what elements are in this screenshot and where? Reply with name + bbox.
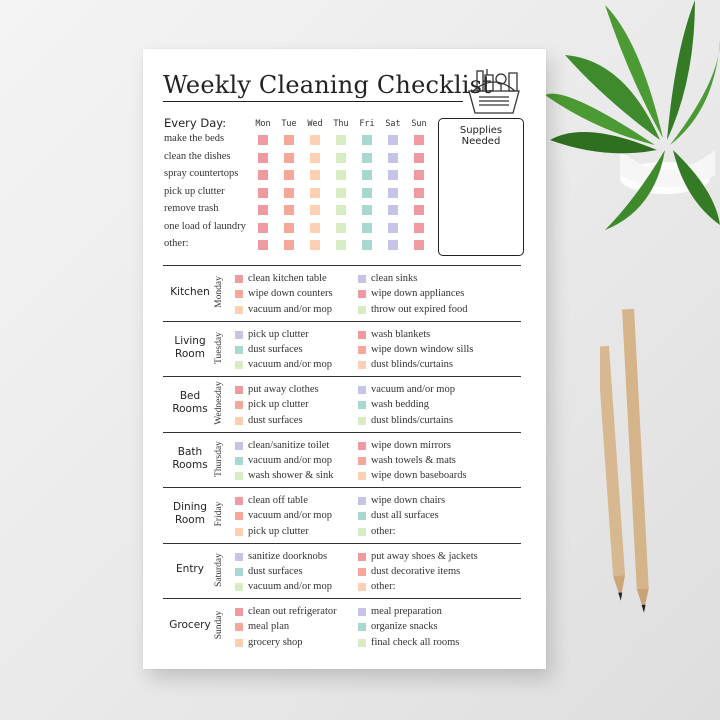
task-label: dust all surfaces xyxy=(371,510,439,522)
daily-task-label: make the beds xyxy=(164,133,225,144)
daily-checkbox[interactable] xyxy=(388,205,398,215)
daily-checkbox[interactable] xyxy=(388,188,398,198)
task-checkbox[interactable] xyxy=(358,512,366,520)
daily-checkbox[interactable] xyxy=(310,135,320,145)
daily-checkbox[interactable] xyxy=(414,135,424,145)
task-label: put away clothes xyxy=(248,384,319,395)
daily-checkbox[interactable] xyxy=(414,170,424,180)
checklist-sheet xyxy=(143,49,546,669)
daily-checkbox[interactable] xyxy=(284,188,294,198)
supplies-needed-label: Supplies Needed xyxy=(459,125,503,147)
task-label: meal plan xyxy=(248,621,290,633)
task-checkbox[interactable] xyxy=(235,623,243,631)
section-divider xyxy=(163,432,521,433)
task-label: grocery shop xyxy=(248,636,303,648)
task-checkbox[interactable] xyxy=(235,472,243,480)
section-divider xyxy=(163,321,521,322)
task-checkbox[interactable] xyxy=(358,306,366,314)
section-divider xyxy=(163,543,521,544)
task-checkbox[interactable] xyxy=(235,553,243,561)
daily-checkbox[interactable] xyxy=(284,153,294,163)
task-label: sanitize doorknobs xyxy=(248,550,328,562)
task-label: other: xyxy=(371,525,396,537)
daily-checkbox[interactable] xyxy=(388,135,398,145)
task-label: other: xyxy=(371,581,396,593)
daily-checkbox[interactable] xyxy=(284,223,294,233)
daily-checkbox[interactable] xyxy=(414,153,424,163)
task-label: meal preparation xyxy=(371,606,442,617)
task-label: wash shower & sink xyxy=(248,470,334,482)
room-name-bed-rooms: Bed Rooms xyxy=(172,390,208,415)
task-label: wipe down chairs xyxy=(371,495,446,506)
task-checkbox[interactable] xyxy=(235,457,243,465)
room-day-label: Thursday xyxy=(214,440,224,477)
task-checkbox[interactable] xyxy=(358,623,366,631)
room-day-label: Saturday xyxy=(214,552,224,587)
daily-checkbox[interactable] xyxy=(310,205,320,215)
task-checkbox[interactable] xyxy=(235,417,243,425)
task-checkbox[interactable] xyxy=(235,290,243,298)
daily-checkbox[interactable] xyxy=(414,240,424,250)
daily-task-label: clean the dishes xyxy=(164,151,231,162)
task-label: dust decorative items xyxy=(371,565,461,577)
task-label: vacuum and/or mop xyxy=(248,454,332,466)
task-label: wash blankets xyxy=(371,328,431,340)
task-label: dust blinds/curtains xyxy=(371,359,453,371)
task-label: organize snacks xyxy=(371,621,438,633)
task-label: vacuum and/or mop xyxy=(248,510,332,522)
task-label: pick up clutter xyxy=(248,328,309,340)
daily-checkbox[interactable] xyxy=(310,170,320,180)
day-header-sat: Sat xyxy=(385,119,401,129)
room-day-label: Sunday xyxy=(214,610,224,640)
daily-checkbox[interactable] xyxy=(362,170,372,180)
section-divider xyxy=(163,487,521,488)
potted-plant-decoration xyxy=(545,0,720,240)
task-label: dust surfaces xyxy=(248,343,303,355)
daily-checkbox[interactable] xyxy=(362,205,372,215)
daily-task-label: other: xyxy=(164,238,189,249)
cleaning-basket-icon xyxy=(463,65,525,117)
daily-checkbox[interactable] xyxy=(362,188,372,198)
room-name-living-room: Living Room xyxy=(174,334,206,360)
task-label: vacuum and/or mop xyxy=(248,303,332,315)
task-label: clean/sanitize toilet xyxy=(248,439,330,451)
task-checkbox[interactable] xyxy=(358,553,366,561)
daily-checkbox[interactable] xyxy=(362,223,372,233)
room-day-label: Monday xyxy=(214,276,224,308)
every-day-label: Every Day: xyxy=(164,116,227,130)
task-checkbox[interactable] xyxy=(235,386,243,394)
task-checkbox[interactable] xyxy=(358,290,366,298)
task-checkbox[interactable] xyxy=(358,346,366,354)
task-checkbox[interactable] xyxy=(358,639,366,647)
task-label: wipe down mirrors xyxy=(371,439,451,451)
task-label: wash bedding xyxy=(371,399,430,411)
task-checkbox[interactable] xyxy=(235,583,243,591)
day-header-sun: Sun xyxy=(411,119,427,129)
daily-checkbox[interactable] xyxy=(414,205,424,215)
task-checkbox[interactable] xyxy=(358,472,366,480)
task-checkbox[interactable] xyxy=(235,306,243,314)
daily-checkbox[interactable] xyxy=(258,188,268,198)
day-header-mon: Mon xyxy=(255,119,271,129)
task-checkbox[interactable] xyxy=(235,568,243,576)
daily-checkbox[interactable] xyxy=(388,223,398,233)
task-checkbox[interactable] xyxy=(358,442,366,450)
pencils-decoration xyxy=(600,300,680,620)
page-title: Weekly Cleaning Checklist xyxy=(163,71,492,99)
daily-checkbox[interactable] xyxy=(362,153,372,163)
task-checkbox[interactable] xyxy=(358,497,366,505)
daily-checkbox[interactable] xyxy=(388,240,398,250)
task-label: clean off table xyxy=(248,495,308,506)
daily-checkbox[interactable] xyxy=(310,223,320,233)
title-underline xyxy=(163,101,463,102)
daily-checkbox[interactable] xyxy=(284,135,294,145)
daily-checkbox[interactable] xyxy=(336,153,346,163)
task-label: put away shoes & jackets xyxy=(371,550,478,562)
daily-checkbox[interactable] xyxy=(258,223,268,233)
daily-checkbox[interactable] xyxy=(336,188,346,198)
daily-checkbox[interactable] xyxy=(336,135,346,145)
task-label: dust surfaces xyxy=(248,565,303,577)
room-name-entry: Entry xyxy=(176,563,204,575)
daily-checkbox[interactable] xyxy=(310,240,320,250)
day-header-fri: Fri xyxy=(359,119,375,129)
task-label: wipe down baseboards xyxy=(371,470,467,482)
daily-task-label: pick up clutter xyxy=(164,186,225,197)
room-name-grocery: Grocery xyxy=(169,618,211,631)
task-checkbox[interactable] xyxy=(235,346,243,354)
daily-checkbox[interactable] xyxy=(362,240,372,250)
daily-task-label: one load of laundry xyxy=(164,221,246,232)
task-label: clean out refrigerator xyxy=(248,606,337,617)
daily-checkbox[interactable] xyxy=(284,205,294,215)
daily-checkbox[interactable] xyxy=(284,170,294,180)
task-checkbox[interactable] xyxy=(235,361,243,369)
daily-checkbox[interactable] xyxy=(336,170,346,180)
daily-checkbox[interactable] xyxy=(258,135,268,145)
task-checkbox[interactable] xyxy=(235,331,243,339)
task-checkbox[interactable] xyxy=(358,528,366,536)
task-label: final check all rooms xyxy=(371,636,460,648)
task-checkbox[interactable] xyxy=(358,457,366,465)
task-label: clean kitchen table xyxy=(248,273,327,284)
daily-checkbox[interactable] xyxy=(362,135,372,145)
daily-checkbox[interactable] xyxy=(336,240,346,250)
room-name-kitchen: Kitchen xyxy=(170,285,210,298)
room-day-label: Friday xyxy=(214,501,224,527)
task-checkbox[interactable] xyxy=(235,639,243,647)
task-checkbox[interactable] xyxy=(235,497,243,505)
task-checkbox[interactable] xyxy=(358,331,366,339)
daily-task-label: remove trash xyxy=(164,203,219,214)
task-checkbox[interactable] xyxy=(358,608,366,616)
task-checkbox[interactable] xyxy=(235,401,243,409)
room-day-label: Wednesday xyxy=(214,381,224,425)
task-checkbox[interactable] xyxy=(235,275,243,283)
task-checkbox[interactable] xyxy=(358,361,366,369)
task-checkbox[interactable] xyxy=(358,583,366,591)
daily-checkbox[interactable] xyxy=(284,240,294,250)
daily-checkbox[interactable] xyxy=(388,170,398,180)
task-label: pick up clutter xyxy=(248,525,309,537)
daily-checkbox[interactable] xyxy=(414,223,424,233)
task-label: wipe down counters xyxy=(248,288,333,300)
section-divider xyxy=(163,376,521,377)
task-label: wipe down window sills xyxy=(371,343,474,355)
task-label: pick up clutter xyxy=(248,399,309,411)
task-checkbox[interactable] xyxy=(358,386,366,394)
supplies-needed-box[interactable] xyxy=(438,118,524,256)
day-header-wed: Wed xyxy=(307,119,323,129)
task-checkbox[interactable] xyxy=(235,608,243,616)
section-divider xyxy=(163,265,521,266)
task-label: wipe down appliances xyxy=(371,288,465,300)
task-label: dust blinds/curtains xyxy=(371,414,453,426)
daily-checkbox[interactable] xyxy=(258,205,268,215)
daily-checkbox[interactable] xyxy=(258,153,268,163)
room-name-bath-rooms: Bath Rooms xyxy=(172,445,208,471)
daily-checkbox[interactable] xyxy=(310,188,320,198)
task-checkbox[interactable] xyxy=(235,512,243,520)
task-checkbox[interactable] xyxy=(358,568,366,576)
task-label: throw out expired food xyxy=(371,303,468,315)
task-label: clean sinks xyxy=(371,273,418,284)
daily-task-label: spray countertops xyxy=(164,168,239,179)
task-checkbox[interactable] xyxy=(358,275,366,283)
section-divider xyxy=(163,598,521,599)
room-name-dining-room: Dining Room xyxy=(173,501,207,526)
task-label: dust surfaces xyxy=(248,414,303,426)
daily-checkbox[interactable] xyxy=(388,153,398,163)
day-header-thu: Thu xyxy=(333,119,349,129)
daily-checkbox[interactable] xyxy=(258,240,268,250)
room-day-label: Tuesday xyxy=(214,331,224,364)
daily-checkbox[interactable] xyxy=(258,170,268,180)
task-checkbox[interactable] xyxy=(235,528,243,536)
task-label: vacuum and/or mop xyxy=(248,581,332,593)
task-label: wash towels & mats xyxy=(371,454,456,466)
daily-checkbox[interactable] xyxy=(336,223,346,233)
daily-checkbox[interactable] xyxy=(310,153,320,163)
task-checkbox[interactable] xyxy=(358,417,366,425)
task-label: vacuum and/or mop xyxy=(371,384,455,395)
task-checkbox[interactable] xyxy=(235,442,243,450)
daily-checkbox[interactable] xyxy=(414,188,424,198)
task-label: vacuum and/or mop xyxy=(248,359,332,371)
daily-checkbox[interactable] xyxy=(336,205,346,215)
task-checkbox[interactable] xyxy=(358,401,366,409)
day-header-tue: Tue xyxy=(281,119,297,129)
